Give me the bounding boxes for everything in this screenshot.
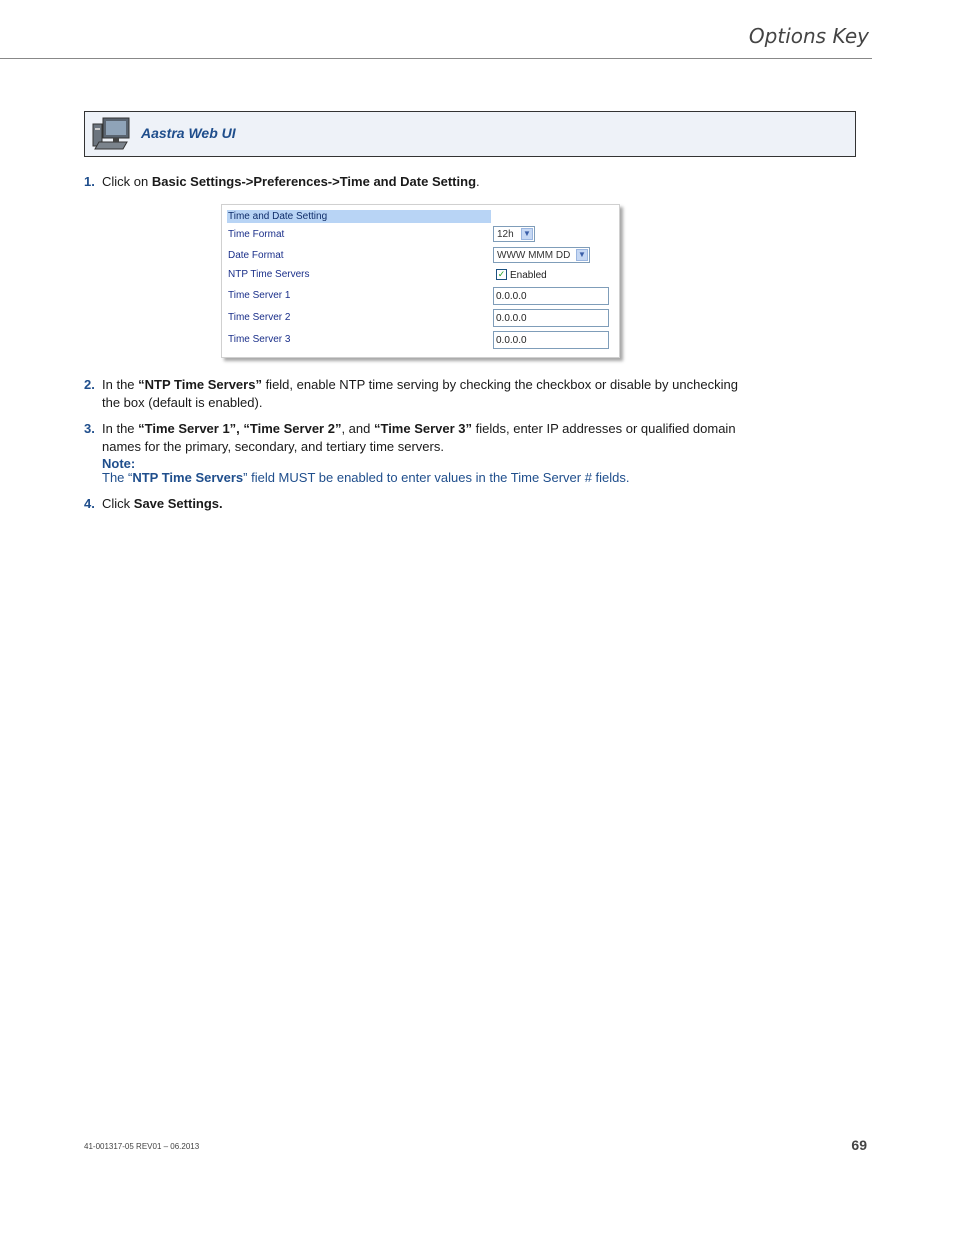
chevron-down-icon: ▼ [576, 249, 588, 261]
time-server-3-label: Time Server 3 [228, 334, 291, 345]
step-text: Click on [102, 174, 152, 189]
ntp-enabled-checkbox[interactable]: ✓ [497, 269, 506, 279]
time-server-1-label: Time Server 1 [228, 290, 291, 301]
date-format-select[interactable]: WWW MMM DD ▼ [493, 247, 590, 263]
chevron-down-icon: ▼ [521, 228, 533, 240]
footer-doc-id: 41-001317-05 REV01 – 06.2013 [84, 1142, 200, 1151]
callout-label: Aastra Web UI [141, 125, 236, 141]
step-number: 3. [84, 421, 95, 436]
time-server-1-input[interactable] [493, 287, 609, 305]
menu-path: Basic Settings->Preferences->Time and Date Setting [151, 174, 477, 189]
step-number: 1. [84, 174, 95, 189]
header-rule [0, 58, 872, 59]
ntp-time-servers-label: NTP Time Servers [228, 269, 310, 280]
time-format-select[interactable]: 12h ▼ [493, 226, 535, 242]
note-title: Note: [102, 456, 136, 471]
note-text: The “NTP Time Servers” field MUST be enabled to enter values in the Time Server # fields. [102, 470, 630, 485]
step-text: , and [341, 421, 374, 436]
step-text: Click [102, 496, 134, 511]
time-date-settings-screenshot [221, 204, 620, 358]
date-format-label: Date Format [228, 250, 284, 261]
step-number: 2. [84, 377, 95, 392]
time-format-label: Time Format [228, 229, 285, 240]
field-name: “NTP Time Servers” [138, 377, 262, 392]
page-header-title: Options Key [748, 24, 869, 48]
step-text: fields, enter IP addresses or qualified domain names for the primary, secondary, and tertiary time servers. [102, 421, 736, 454]
step-text: field, enable NTP time serving by checking the checkbox or disable by unchecking the box (default is enabled). [102, 377, 738, 410]
field-name: “Time Server 3” [373, 421, 473, 436]
time-server-3-input[interactable] [493, 331, 609, 349]
step-text: In the [102, 377, 139, 392]
time-server-2-label: Time Server 2 [228, 312, 291, 323]
section-title: Time and Date Setting [227, 210, 491, 223]
step-text: In the [102, 421, 139, 436]
page-number: 69 [851, 1137, 867, 1153]
save-settings-label: Save Settings. [133, 496, 223, 511]
time-server-2-input[interactable] [493, 309, 609, 327]
field-name: “Time Server 1”, “Time Server 2” [138, 421, 342, 436]
step-text: . [476, 174, 480, 189]
ntp-enabled-label: Enabled [510, 270, 547, 281]
aastra-web-ui-callout [84, 111, 856, 157]
step-number: 4. [84, 496, 95, 511]
computer-icon [91, 116, 131, 152]
